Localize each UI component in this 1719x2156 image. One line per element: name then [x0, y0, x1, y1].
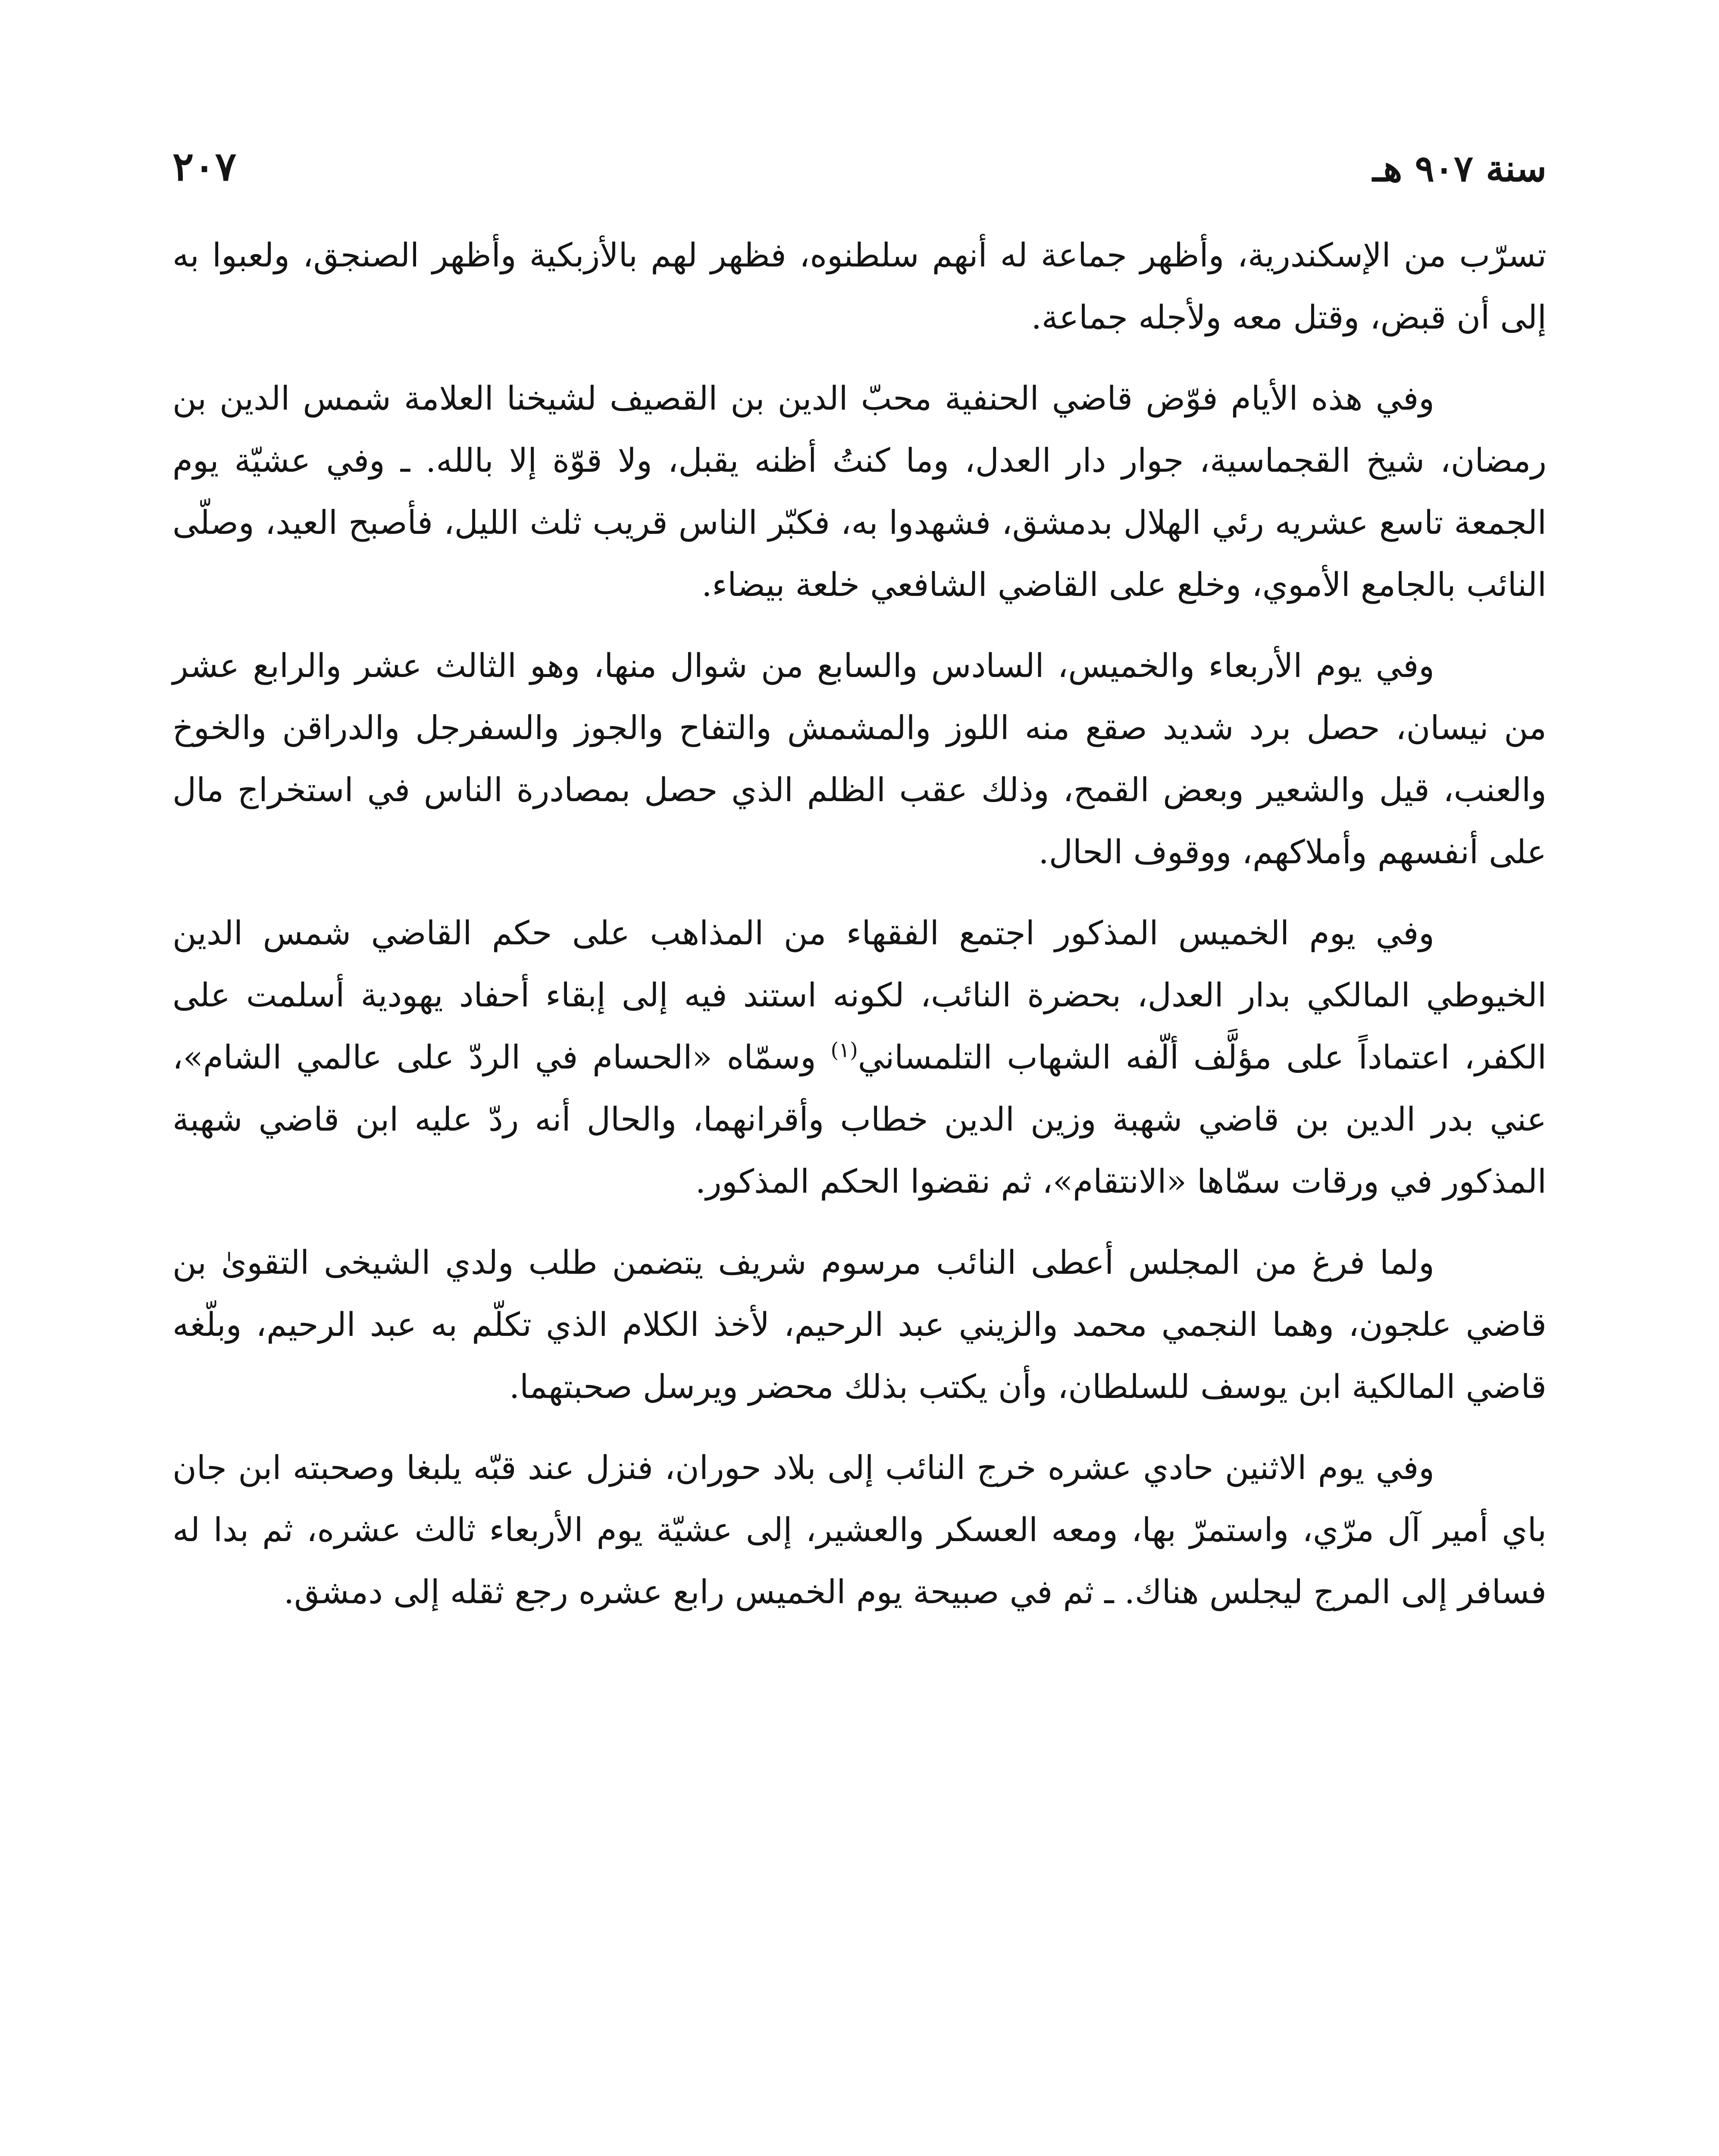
- paragraph-1: تسرّب من الإسكندرية، وأظهر جماعة له أنهم سلطنوه، فظهر لهم بالأزبكية وأظهر الصنجق، ولعبوا به إلى أن قبض، وقتل معه ولأجله جماعة.: [172, 236, 1547, 336]
- paragraph-4-part-1: وفي يوم الخميس المذكور اجتمع الفقهاء من المذاهب على حكم القاضي شمس الدين الخيوطي المالكي بدار العدل، بحضرة النائب، لكونه استند فيه إلى إبقاء أحفاد يهودية أسلمت على الكفر، اعتماداً على مؤلَّف ألّفه الشهاب التلمساني: [172, 914, 1547, 1076]
- body-text: [172, 224, 1547, 1642]
- paragraph-5: ولما فرغ من المجلس أعطى النائب مرسوم شريف يتضمن طلب ولدي الشيخى التقوىٰ بن قاضي علجون، وهما النجمي محمد والزيني عبد الرحيم، لأخذ الكلام الذي تكلّم به عبد الرحيم، وبلّغه قاضي المالكية ابن يوسف للسلطان، وأن يكتب بذلك محضر ويرسل صحبتهما.: [172, 1243, 1547, 1406]
- paragraph-4-part-2: وسمّاه «الحسام في الردّ على عالمي الشام»، عني بدر الدين بن قاضي شهبة وزين الدين خطاب وأقرانهما، والحال أنه ردّ عليه ابن قاضي شهبة المذكور في ورقات سمّاها «الانتقام»، ثم نقضوا الحكم المذكور.: [172, 1038, 1547, 1200]
- paragraph-3: وفي يوم الأربعاء والخميس، السادس والسابع من شوال منها، وهو الثالث عشر والرابع عشر من نيسان، حصل برد شديد صقع منه اللوز والمشمش والتفاح والجوز والسفرجل والدراقن والخوخ والعنب، قيل والشعير وبعض القمح، وذلك عقب الظلم الذي حصل بمصادرة الناس في استخراج مال على أنفسهم وأملاكهم، ووقوف الحال.: [172, 646, 1547, 871]
- running-head: [172, 129, 1547, 190]
- footnote-reference[interactable]: (١): [830, 1038, 858, 1062]
- paragraph-6: وفي يوم الاثنين حادي عشره خرج النائب إلى بلاد حوران، فنزل عند قبّه يلبغا وصحبته ابن جان باي أمير آل مرّي، واستمرّ بها، ومعه العسكر والعشير، إلى عشيّة يوم الأربعاء ثالث عشره، ثم بدا له فسافر إلى المرج ليجلس هناك. ـ ثم في صبيحة يوم الخميس رابع عشره رجع ثقله إلى دمشق.: [172, 1448, 1547, 1611]
- running-title: سنة ٩٠٧ هـ: [1372, 147, 1547, 190]
- paragraph-4: [172, 902, 1547, 1213]
- page-number: ٢٠٧: [172, 143, 237, 190]
- paragraph-2: وفي هذه الأيام فوّض قاضي الحنفية محبّ الدين بن القصيف لشيخنا العلامة شمس الدين بن رمضان، شيخ القجماسية، جوار دار العدل، وما كنتُ أظنه يقبل، ولا قوّة إلا بالله. ـ وفي عشيّة يوم الجمعة تاسع عشريه رئي الهلال بدمشق، فشهدوا به، فكبّر الناس قريب ثلث الليل، فأصبح العيد، وصلّى النائب بالجامع الأموي، وخلع على القاضي الشافعي خلعة بيضاء.: [172, 379, 1547, 604]
